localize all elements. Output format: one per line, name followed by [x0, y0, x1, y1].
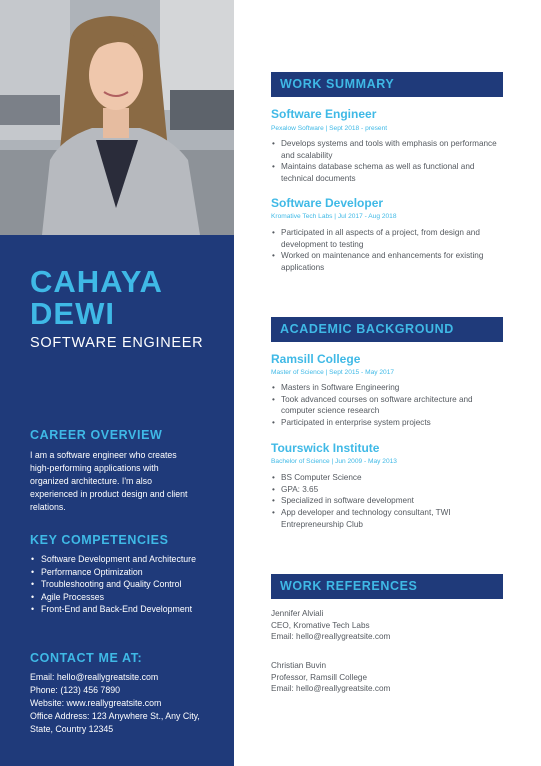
contact-email[interactable]: Email: hello@reallygreatsite.com	[30, 672, 159, 682]
career-overview-text	[30, 449, 225, 514]
contact-website[interactable]: Website: www.reallygreatsite.com	[30, 698, 162, 708]
job-bullets	[271, 138, 507, 185]
school-bullets	[271, 382, 507, 429]
contact-address-line: State, Country 12345	[30, 724, 114, 734]
reference-position: Professor, Ramsill College	[271, 672, 368, 682]
competencies-list	[30, 553, 225, 616]
competency-item: • Front-End and Back-End Development	[30, 603, 225, 616]
career-overview-line: relations.	[30, 502, 66, 512]
job-bullets	[271, 227, 507, 274]
reference-email[interactable]: Email: hello@reallygreatsite.com	[271, 684, 391, 694]
job-title: SOFTWARE ENGINEER	[30, 335, 204, 351]
academic-background-heading: ACADEMIC BACKGROUND	[271, 317, 503, 342]
profile-photo	[0, 0, 234, 235]
contact-details	[30, 671, 225, 736]
work-summary-heading: WORK SUMMARY	[271, 72, 503, 97]
reference-entry	[271, 608, 390, 643]
school-bullet: • Took advanced courses on software architecture and computer science research	[271, 394, 507, 417]
job-title: Software Engineer	[271, 107, 377, 121]
full-name	[30, 266, 163, 330]
job-bullet: • Develops systems and tools with emphasis on performance and scalability	[271, 138, 507, 161]
contact-phone[interactable]: Phone: (123) 456 7890	[30, 685, 120, 695]
job-bullet: • Worked on maintenance and enhancements for existing applications	[271, 250, 507, 273]
school-bullet: • Masters in Software Engineering	[271, 382, 507, 394]
school-bullet: • BS Computer Science	[271, 472, 507, 484]
school-name: Ramsill College	[271, 352, 361, 366]
job-meta: Pexalow Software | Sept 2018 - present	[271, 125, 388, 132]
competency-item: • Agile Processes	[30, 591, 225, 604]
reference-name: Jennifer Alviali	[271, 609, 324, 618]
reference-name: Christian Buvin	[271, 661, 327, 670]
competency-item: • Troubleshooting and Quality Control	[30, 578, 225, 591]
contact-heading: CONTACT ME AT:	[30, 651, 143, 665]
job-title: Software Developer	[271, 196, 384, 210]
work-references-heading: WORK REFERENCES	[271, 574, 503, 599]
reference-position: CEO, Kromative Tech Labs	[271, 620, 370, 630]
reference-entry	[271, 660, 390, 695]
profile-photo-illustration	[0, 0, 234, 235]
competency-item: • Performance Optimization	[30, 566, 225, 579]
career-overview-line: high-performing applications with	[30, 463, 159, 473]
contact-address-line: Office Address: 123 Anywhere St., Any City,	[30, 711, 200, 721]
left-sidebar	[0, 0, 234, 766]
school-bullets	[271, 472, 507, 531]
job-bullet: • Participated in all aspects of a project, from design and development to testing	[271, 227, 507, 250]
first-name: CAHAYA	[30, 264, 163, 299]
job-bullet: • Maintains database schema as well as functional and technical documents	[271, 161, 507, 184]
school-name: Tourswick Institute	[271, 441, 380, 455]
reference-email[interactable]: Email: hello@reallygreatsite.com	[271, 632, 391, 642]
school-meta: Master of Science | Sept 2015 - May 2017	[271, 369, 395, 376]
career-overview-heading: CAREER OVERVIEW	[30, 428, 163, 442]
career-overview-line: organized architecture. I'm also	[30, 476, 152, 486]
competency-item: • Software Development and Architecture	[30, 553, 225, 566]
school-bullet: • Participated in enterprise system projects	[271, 417, 507, 429]
school-bullet: • GPA: 3.65	[271, 484, 507, 496]
school-meta: Bachelor of Science | Jun 2009 - May 2013	[271, 458, 397, 465]
career-overview-line: experienced in product design and client	[30, 489, 188, 499]
school-bullet: • Specialized in software development	[271, 495, 507, 507]
last-name: DEWI	[30, 296, 115, 331]
key-competencies-heading: KEY COMPETENCIES	[30, 533, 169, 547]
career-overview-line: I am a software engineer who creates	[30, 450, 177, 460]
school-bullet: • App developer and technology consultant, TWI Entrepreneurship Club	[271, 507, 507, 530]
job-meta: Kromative Tech Labs | Jul 2017 - Aug 2018	[271, 213, 397, 220]
